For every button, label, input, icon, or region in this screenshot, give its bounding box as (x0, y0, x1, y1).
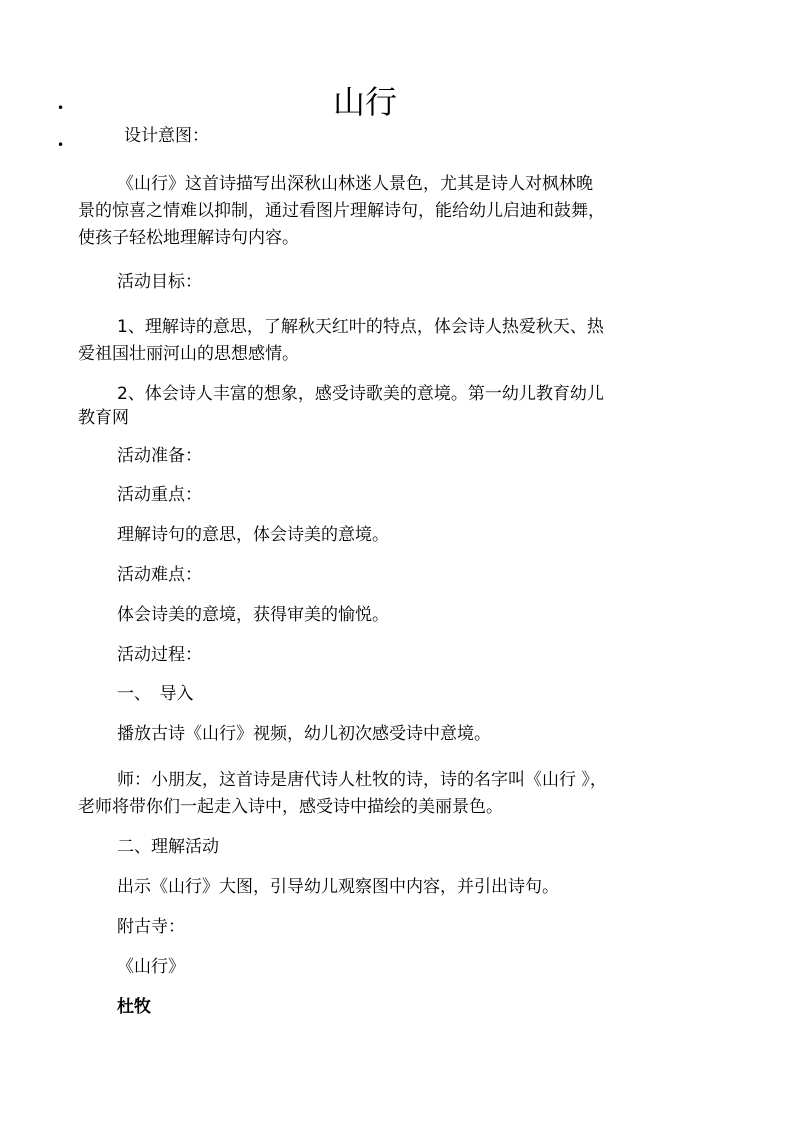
difficulty-text: 体会诗美的意境，获得审美的愉悦。 (117, 605, 389, 625)
goal2-line-2: 教育网 (78, 408, 129, 428)
difficulty-label: 活动难点： (117, 565, 202, 585)
goal2-line-1: 2、体会诗人丰富的想象，感受诗歌美的意境。第一幼儿教育幼儿 (117, 384, 604, 404)
design-intent-line-1: 《山行》这首诗描写出深秋山林迷人景色，尤其是诗人对枫林晚 (117, 174, 593, 194)
step1-label: 一、 导入 (117, 684, 194, 704)
poem-title: 《山行》 (117, 957, 185, 977)
design-intent-line-2: 景的惊喜之情难以抑制，通过看图片理解诗句，能给幼儿启迪和鼓舞， (78, 201, 605, 221)
goals-label: 活动目标： (117, 272, 202, 292)
poem-attach-label: 附古寺： (117, 917, 185, 937)
goal1-line-2: 爱祖国壮丽河山的思想感情。 (78, 344, 299, 364)
bullet-1: • (57, 101, 65, 115)
teacher-line-1: 师：小朋友，这首诗是唐代诗人杜牧的诗，诗的名字叫《山行 》， (117, 770, 607, 790)
design-intent-label: 设计意图： (124, 126, 209, 146)
goal1-line-1: 1、理解诗的意思，了解秋天红叶的特点，体会诗人热爱秋天、热 (117, 317, 604, 337)
poem-author: 杜牧 (117, 997, 151, 1017)
process-label: 活动过程： (117, 645, 202, 665)
step2-text: 出示《山行》大图，引导幼儿观察图中内容，并引出诗句。 (117, 877, 559, 897)
key-text: 理解诗句的意思，体会诗美的意境。 (117, 525, 389, 545)
bullet-2: • (57, 138, 65, 152)
page-title: 山行 (333, 83, 398, 121)
prep-label: 活动准备： (117, 446, 202, 466)
teacher-line-2: 老师将带你们一起走入诗中，感受诗中描绘的美丽景色。 (78, 797, 503, 817)
step1-text: 播放古诗《山行》视频，幼儿初次感受诗中意境。 (117, 724, 491, 744)
step2-label: 二、理解活动 (117, 837, 219, 857)
design-intent-line-3: 使孩子轻松地理解诗句内容。 (78, 228, 299, 248)
key-label: 活动重点： (117, 485, 202, 505)
